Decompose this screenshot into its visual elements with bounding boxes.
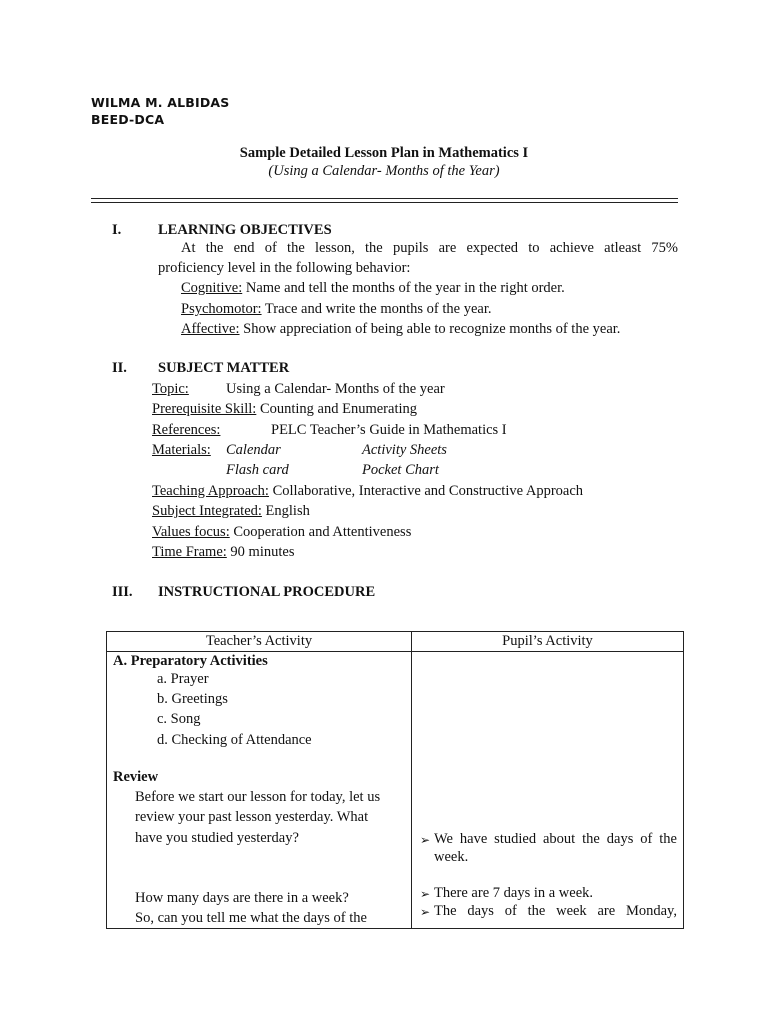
document-title: Sample Detailed Lesson Plan in Mathematics I (239, 145, 529, 161)
list-item: a. Prayer (157, 671, 209, 687)
section-1-number: I. (112, 222, 122, 238)
author-name: WILMA M. ALBIDAS (91, 95, 230, 110)
references-label: References: (152, 422, 221, 438)
time-frame (152, 544, 294, 561)
bullet-arrow-icon: ➢ (420, 905, 431, 919)
bullet-arrow-icon: ➢ (420, 887, 431, 901)
values-label: Values focus: (152, 524, 230, 540)
topic-label: Topic: (152, 381, 189, 397)
pupil-activity-header: Pupil’s Activity (412, 632, 684, 652)
time-label: Time Frame: (152, 544, 227, 560)
review-heading: Review (113, 769, 159, 785)
review-line: Before we start our lesson for today, let us (135, 789, 381, 805)
material-item: Pocket Chart (362, 462, 439, 478)
list-item: c. Song (157, 711, 201, 727)
section-3-number: III. (112, 584, 133, 600)
teaching-approach (152, 483, 583, 500)
document-subtitle: (Using a Calendar- Months of the Year) (268, 163, 500, 179)
integrated-text: English (261, 503, 310, 519)
table-header-row (107, 632, 684, 652)
approach-text: Collaborative, Interactive and Constructive Approach (268, 483, 584, 499)
psychomotor-label: Psychomotor: (181, 301, 262, 317)
bullet-arrow-icon: ➢ (420, 833, 431, 847)
review-line: have you studied yesterday? (135, 830, 299, 846)
section-3-title: INSTRUCTIONAL PROCEDURE (158, 584, 376, 600)
objectives-intro-line1: At the end of the lesson, the pupils are expected to achieve atleast 75% (181, 240, 678, 256)
preparatory-heading: A. Preparatory Activities (113, 653, 268, 669)
cognitive-text: Name and tell the months of the year in the right order. (242, 280, 565, 296)
question-days-count: How many days are there in a week? (135, 890, 349, 906)
question-days-names: So, can you tell me what the days of the (135, 910, 367, 926)
approach-label: Teaching Approach: (152, 483, 269, 499)
cognitive-label: Cognitive: (181, 280, 243, 296)
double-rule-top (91, 198, 678, 199)
list-item: b. Greetings (157, 691, 228, 707)
section-2-title: SUBJECT MATTER (158, 360, 290, 376)
author-program: BEED-DCA (91, 112, 165, 127)
double-rule-bottom (91, 202, 678, 203)
values-text: Cooperation and Attentiveness (229, 524, 412, 540)
answer-days-names: The days of the week are Monday, (434, 903, 677, 919)
objective-cognitive (181, 280, 565, 297)
section-1-title: LEARNING OBJECTIVES (158, 222, 332, 238)
material-item: Flash card (226, 462, 289, 478)
objectives-intro-line2: proficiency level in the following behavior: (158, 260, 411, 276)
teacher-activity-cell (107, 652, 412, 929)
teacher-activity-header: Teacher’s Activity (107, 632, 412, 652)
answer-days-studied-cont: week. (434, 849, 469, 865)
prerequisite-skill (152, 401, 417, 418)
pupil-activity-cell (412, 652, 684, 929)
integrated-label: Subject Integrated: (152, 503, 262, 519)
prerequisite-text: Counting and Enumerating (256, 401, 417, 417)
objective-affective (181, 321, 620, 338)
materials-label: Materials: (152, 442, 211, 458)
psychomotor-text: Trace and write the months of the year. (261, 301, 492, 317)
topic-text: Using a Calendar- Months of the year (226, 381, 445, 397)
subject-integrated (152, 503, 310, 520)
material-item: Activity Sheets (362, 442, 447, 458)
prerequisite-label: Prerequisite Skill: (152, 401, 257, 417)
affective-text: Show appreciation of being able to recognize months of the year. (239, 321, 621, 337)
time-text: 90 minutes (226, 544, 295, 560)
references-text: PELC Teacher’s Guide in Mathematics I (271, 422, 507, 438)
objective-psychomotor (181, 301, 492, 318)
procedure-table (106, 631, 684, 929)
list-item: d. Checking of Attendance (157, 732, 312, 748)
review-line: review your past lesson yesterday. What (135, 809, 369, 825)
values-focus (152, 524, 411, 541)
section-2-number: II. (112, 360, 127, 376)
material-item: Calendar (226, 442, 281, 458)
affective-label: Affective: (181, 321, 240, 337)
table-row (107, 652, 684, 929)
answer-days-studied: We have studied about the days of the (434, 831, 677, 847)
answer-days-count: There are 7 days in a week. (434, 885, 594, 901)
